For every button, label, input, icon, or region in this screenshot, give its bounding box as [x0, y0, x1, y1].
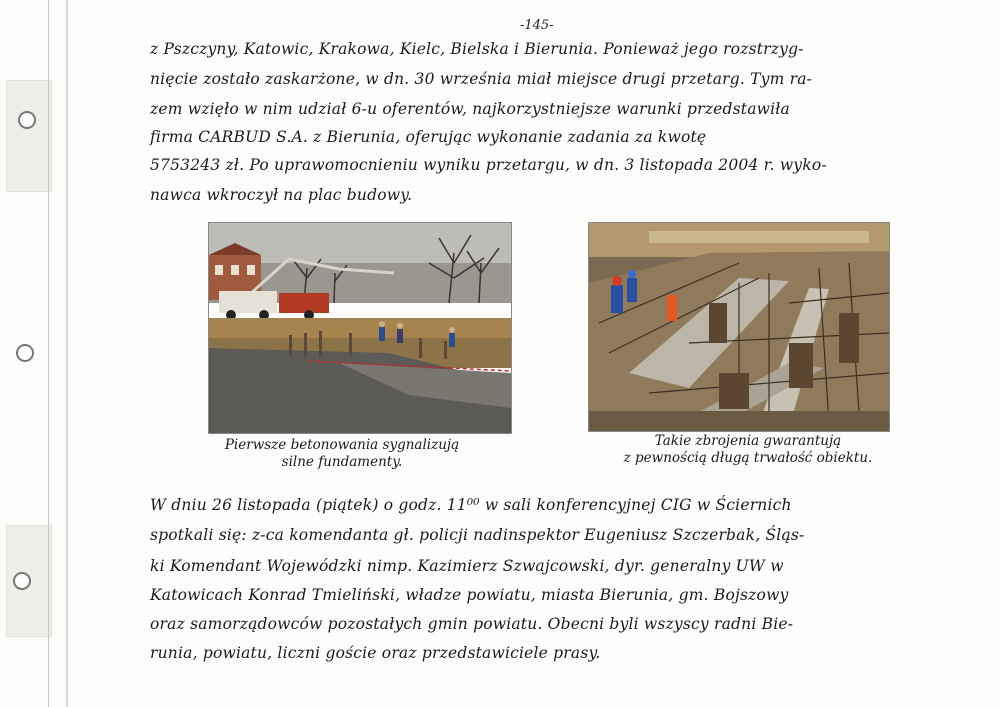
- text-line: firma CARBUD S.A. z Bierunia, oferując wykonanie zadania za kwotę: [150, 128, 707, 146]
- binder-hole: [13, 572, 31, 590]
- text-line: 5753243 zł. Po uprawomocnieniu wyniku przetargu, w dn. 3 listopada 2004 r. wyko-: [150, 156, 827, 174]
- caption-line: z pewnością długą trwałość obiektu.: [623, 450, 873, 466]
- photo-reinforcement-formwork: [588, 222, 890, 432]
- text-line: z Pszczyny, Katowic, Krakowa, Kielc, Bielska i Bierunia. Ponieważ jego rozstrzyg-: [150, 40, 804, 58]
- photo-caption-1: [172, 437, 512, 471]
- text-line: oraz samorządowców pozostałych gmin powiatu. Obecni byli wszyscy radni Bie-: [150, 615, 794, 633]
- text-line: Katowicach Konrad Tmieliński, władze powiatu, miasta Bierunia, gm. Bojszowy: [150, 586, 789, 604]
- binder-edge: [48, 0, 49, 707]
- caption-line: silne fundamenty.: [281, 454, 403, 470]
- text-line: nięcie zostało zaskarżone, w dn. 30 września miał miejsce drugi przetarg. Tym ra-: [150, 70, 813, 88]
- caption-line: Takie zbrojenia gwarantują: [654, 433, 842, 449]
- binder-margin: [0, 0, 80, 707]
- caption-line: Pierwsze betonowania sygnalizują: [224, 437, 460, 453]
- text-line: spotkali się: z-ca komendanta gł. policji nadinspektor Eugeniusz Szczerbak, Śląs-: [150, 526, 805, 544]
- binder-hole: [18, 111, 36, 129]
- binder-hole: [16, 344, 34, 362]
- text-line: ki Komendant Wojewódzki nimp. Kazimierz Szwajcowski, dyr. generalny UW w: [150, 557, 784, 575]
- photo-caption-2: [578, 433, 918, 467]
- text-line: runia, powiatu, liczni goście oraz przedstawiciele prasy.: [150, 644, 601, 662]
- binder-strip: [6, 80, 52, 192]
- text-line: W dniu 26 listopada (piątek) o godz. 11⁰⁰ w sali konferencyjnej CIG w Ściernich: [150, 496, 792, 514]
- photo-construction-concrete-pump: [208, 222, 512, 434]
- text-line: zem wzięło w nim udział 6-u oferentów, najkorzystniejsze warunki przedstawiła: [150, 100, 790, 118]
- binder-edge: [66, 0, 68, 707]
- text-line: nawca wkroczył na plac budowy.: [150, 186, 413, 204]
- page-number: -145-: [520, 18, 554, 33]
